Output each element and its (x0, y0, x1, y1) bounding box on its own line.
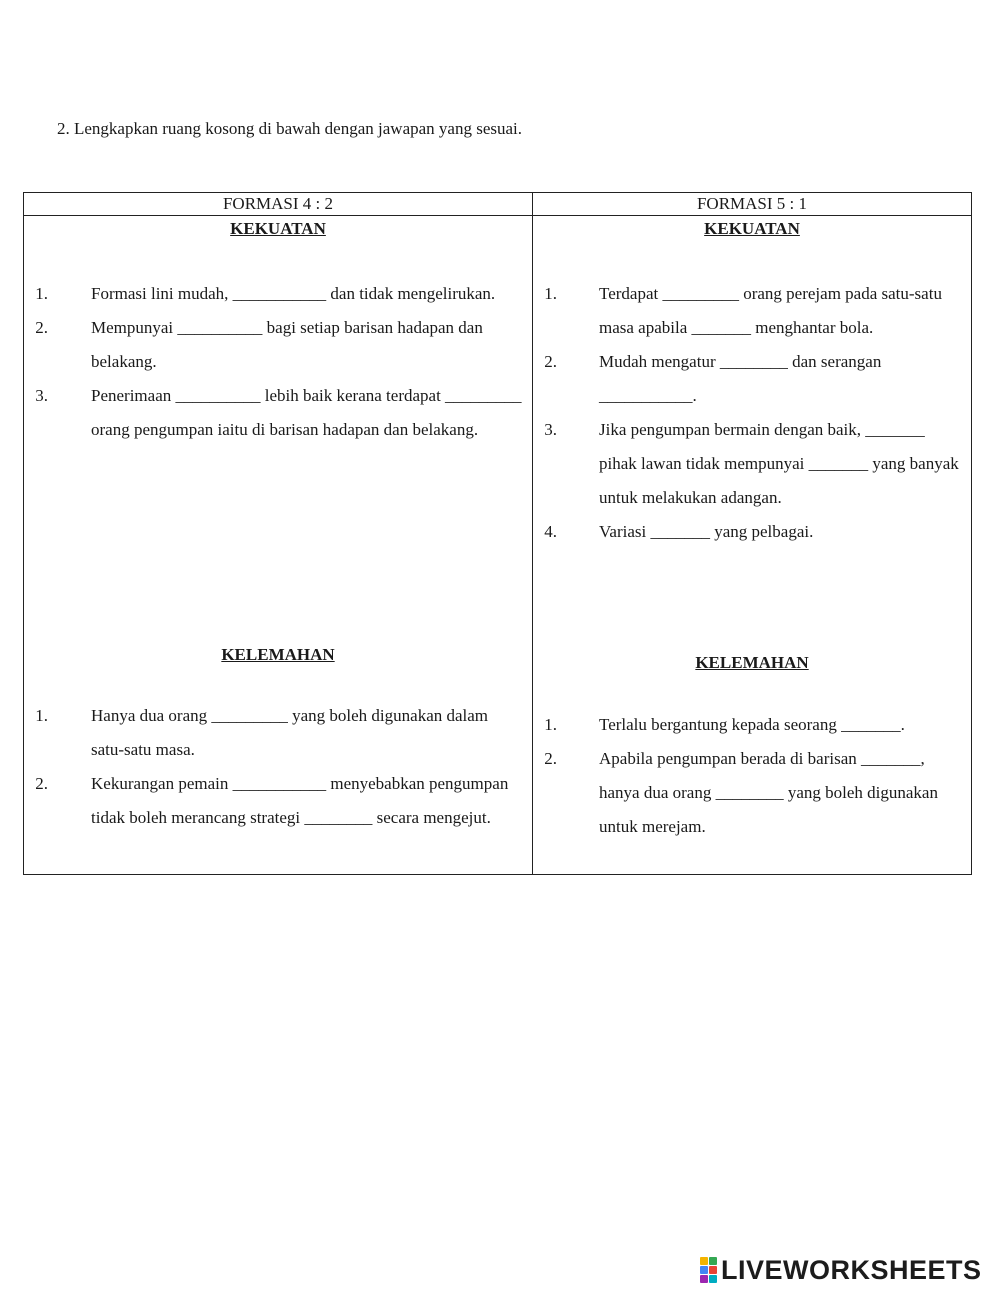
liveworksheets-logo (700, 1255, 982, 1285)
fill-blank-text: Penerimaan __________ lebih baik kerana terdapat _________ orang pengumpan iaitu di barisan hadapan dan belakang. (91, 386, 522, 439)
fill-blank-text: Mudah mengatur ________ dan serangan ___________. (599, 352, 882, 405)
list-item: 1. Hanya dua orang _________ yang boleh digunakan dalam satu-satu masa. (60, 699, 522, 767)
formation-4-2-cell (24, 216, 533, 875)
formation-5-1-cell (533, 216, 972, 875)
fill-blank-text: Kekurangan pemain ___________ menyebabkan pengumpan tidak boleh merancang strategi ________ secara mengejut. (91, 774, 509, 827)
instruction-text: 2. Lengkapkan ruang kosong di bawah dengan jawapan yang sesuai. (57, 119, 523, 138)
weaknesses-list (35, 699, 522, 835)
list-item: 3. Penerimaan __________ lebih baik kerana terdapat _________ orang pengumpan iaitu di barisan hadapan dan belakang. (60, 379, 522, 447)
weaknesses-list (544, 708, 963, 844)
weaknesses-heading: KELEMAHAN (695, 653, 809, 672)
fill-blank-text: Hanya dua orang _________ yang boleh digunakan dalam satu-satu masa. (91, 706, 489, 759)
fill-blank-text: Formasi lini mudah, ___________ dan tidak mengelirukan. (91, 284, 496, 303)
fill-blank-text: Mempunyai __________ bagi setiap barisan hadapan dan belakang. (91, 318, 483, 371)
list-item: 2. Mudah mengatur ________ dan serangan ___________. (569, 345, 963, 413)
strengths-list (544, 277, 963, 549)
list-item: 1. Terlalu bergantung kepada seorang _______. (569, 708, 963, 742)
liveworksheets-logo-text: LIVEWORKSHEETS (721, 1254, 982, 1285)
strengths-list (35, 277, 522, 447)
strengths-heading: KEKUATAN (704, 219, 800, 238)
fill-blank-text: Variasi _______ yang pelbagai. (599, 522, 814, 541)
fill-blank-text: Terlalu bergantung kepada seorang _______. (599, 715, 905, 734)
list-item: 3. Jika pengumpan bermain dengan baik, _______ pihak lawan tidak mempunyai _______ yang banyak untuk melakukan adangan. (569, 413, 963, 515)
fill-blank-text: Apabila pengumpan berada di barisan _______, hanya dua orang ________ yang boleh digunakan untuk merejam. (599, 749, 938, 836)
list-item: 1. Formasi lini mudah, ___________ dan tidak mengelirukan. (60, 277, 522, 311)
list-item: 1. Terdapat _________ orang perejam pada satu-satu masa apabila _______ menghantar bola. (569, 277, 963, 345)
fill-blank-text: Terdapat _________ orang perejam pada satu-satu masa apabila _______ menghantar bola. (599, 284, 942, 337)
list-item: 2. Mempunyai __________ bagi setiap barisan hadapan dan belakang. (60, 311, 522, 379)
column-title-5-1: FORMASI 5 : 1 (533, 193, 972, 216)
liveworksheets-logo-icon (700, 1257, 717, 1283)
column-title-4-2: FORMASI 4 : 2 (24, 193, 533, 216)
list-item: 2. Kekurangan pemain ___________ menyebabkan pengumpan tidak boleh merancang strategi ________ secara mengejut. (60, 767, 522, 835)
list-item: 2. Apabila pengumpan berada di barisan _______, hanya dua orang ________ yang boleh digunakan untuk merejam. (569, 742, 963, 844)
list-item: 4. Variasi _______ yang pelbagai. (569, 515, 963, 549)
weaknesses-heading: KELEMAHAN (221, 645, 335, 664)
strengths-heading: KEKUATAN (230, 219, 326, 238)
fill-blank-text: Jika pengumpan bermain dengan baik, _______ pihak lawan tidak mempunyai _______ yang banyak untuk melakukan adangan. (599, 420, 959, 507)
formation-table (23, 192, 972, 875)
